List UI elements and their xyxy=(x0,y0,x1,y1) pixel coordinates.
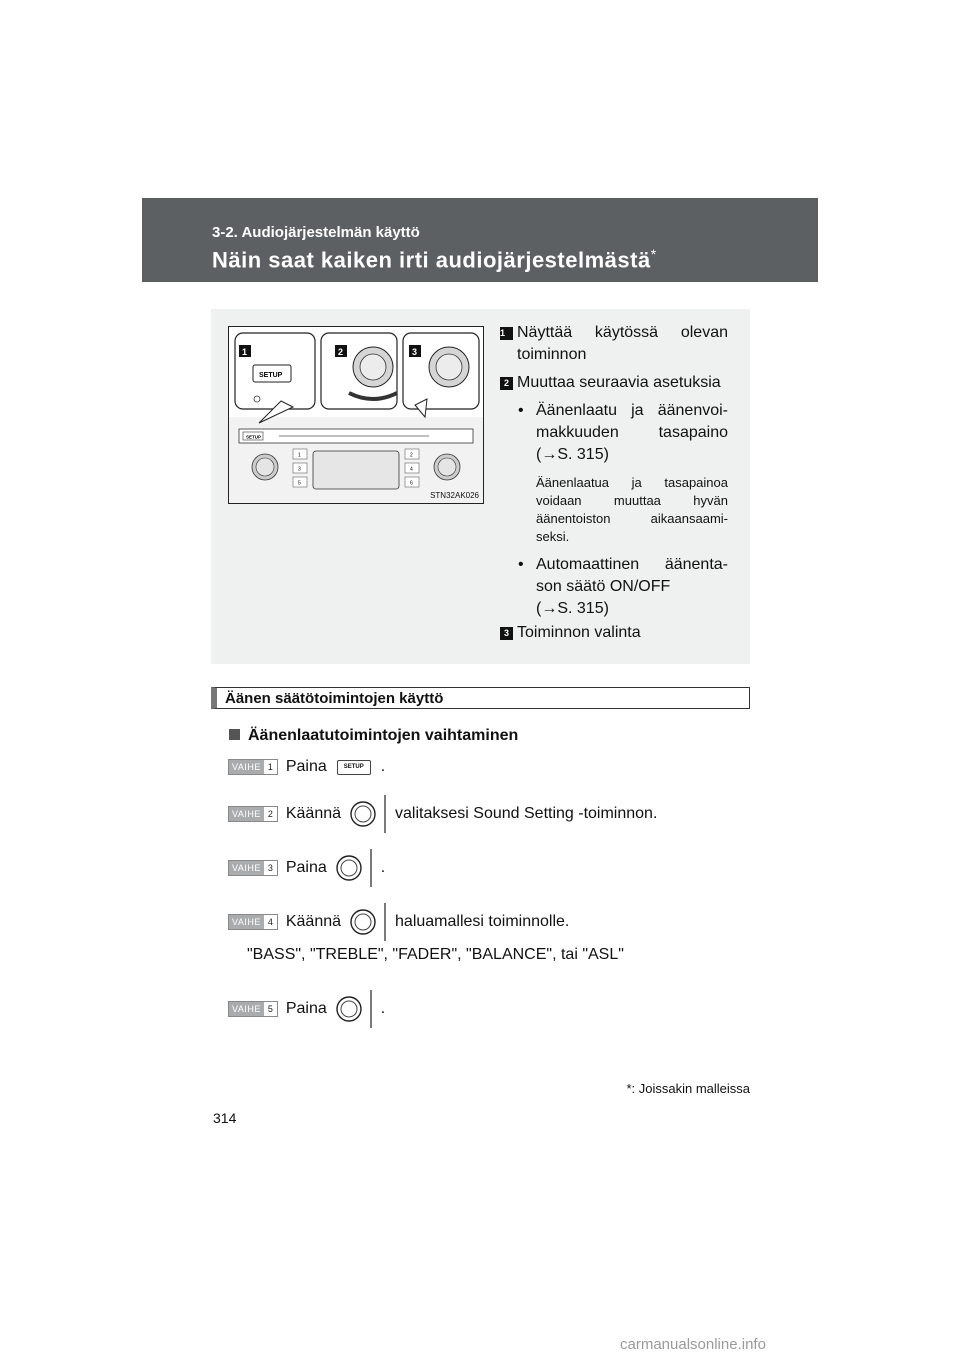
step-4-options: "BASS", "TREBLE", "FADER", "BALANCE", tai "ASL" xyxy=(247,946,624,963)
svg-text:2: 2 xyxy=(410,452,413,459)
callout-1: 1 xyxy=(242,347,248,357)
audio-unit-figure xyxy=(228,326,484,504)
desc-item-1-line2: toiminnon xyxy=(517,346,587,363)
callout-setup-label: SETUP xyxy=(259,372,283,379)
chapter-header xyxy=(142,198,818,282)
note-line3: äänentoiston aikaansaami- xyxy=(536,511,728,526)
bullet-2-line2: son säätö ON/OFF xyxy=(536,578,671,595)
page-number: 314 xyxy=(213,1110,237,1126)
desc-item-3: 3 Toiminnon valinta xyxy=(500,622,728,644)
bullet-1-line3: (→S. 315) xyxy=(536,446,609,463)
tune-knob-icon xyxy=(335,989,375,1029)
step-badge: VAIHE 4 xyxy=(228,914,278,930)
svg-text:5: 5 xyxy=(298,480,301,487)
step-badge: VAIHE 2 xyxy=(228,806,278,822)
desc-item-2: 2 Muuttaa seuraavia asetuksia xyxy=(500,372,728,394)
subsection-heading: Äänenlaatutoimintojen vaihtaminen xyxy=(229,727,518,745)
small-setup-label: SETUP xyxy=(246,434,262,440)
audio-unit-illustration xyxy=(229,327,483,503)
footnote: *: Joissakin malleissa xyxy=(626,1081,750,1096)
step-badge: VAIHE 3 xyxy=(228,860,278,876)
step-badge: VAIHE 1 xyxy=(228,759,278,775)
callout-2: 2 xyxy=(338,347,344,357)
note-line4: seksi. xyxy=(536,529,570,544)
svg-text:4: 4 xyxy=(410,466,413,473)
bullet-2-line3: (→S. 315) xyxy=(536,600,609,617)
callout-3: 3 xyxy=(412,347,418,357)
step-1: VAIHE 1 Paina SETUP . xyxy=(228,758,385,776)
svg-text:3: 3 xyxy=(298,466,301,473)
svg-text:6: 6 xyxy=(410,480,413,487)
note-line2: voidaan muuttaa hyvän xyxy=(536,493,728,508)
figure-caption: STN32AK026 xyxy=(430,491,479,500)
bullet-1-line2: makkuuden tasapaino xyxy=(536,424,728,441)
note-line1: Äänenlaatua ja tasapainoa xyxy=(536,475,728,490)
step-badge: VAIHE 5 xyxy=(228,1001,278,1017)
step-4: VAIHE 4 Käännä haluamallesi toiminnolle. xyxy=(228,902,569,942)
figure-descriptions xyxy=(500,322,728,644)
step-2: VAIHE 2 Käännä valitaksesi Sound Setting -toiminnon. xyxy=(228,794,657,834)
tune-knob-icon xyxy=(349,902,389,942)
step-3: VAIHE 3 Paina . xyxy=(228,848,385,888)
title-asterisk: * xyxy=(650,246,657,262)
page-title: Näin saat kaiken irti audiojärjestelmästä* xyxy=(212,246,657,273)
watermark: carmanualsonline.info xyxy=(620,1336,766,1353)
square-bullet-icon xyxy=(229,729,240,740)
svg-text:1: 1 xyxy=(298,452,301,459)
setup-button-icon: SETUP xyxy=(337,760,371,775)
desc-item-1-line1: 1 Näyttää käytössä olevan xyxy=(500,324,728,341)
step-5: VAIHE 5 Paina . xyxy=(228,989,385,1029)
tune-knob-icon xyxy=(349,794,389,834)
section-label: 3-2. Audiojärjestelmän käyttö xyxy=(212,224,420,241)
section-heading: Äänen säätötoimintojen käyttö xyxy=(211,687,750,709)
tune-knob-icon xyxy=(335,848,375,888)
bullet-1-line1: • Äänenlaatu ja äänenvoi- xyxy=(518,402,728,419)
bullet-2-line1: • Automaattinen äänenta- xyxy=(518,556,728,573)
